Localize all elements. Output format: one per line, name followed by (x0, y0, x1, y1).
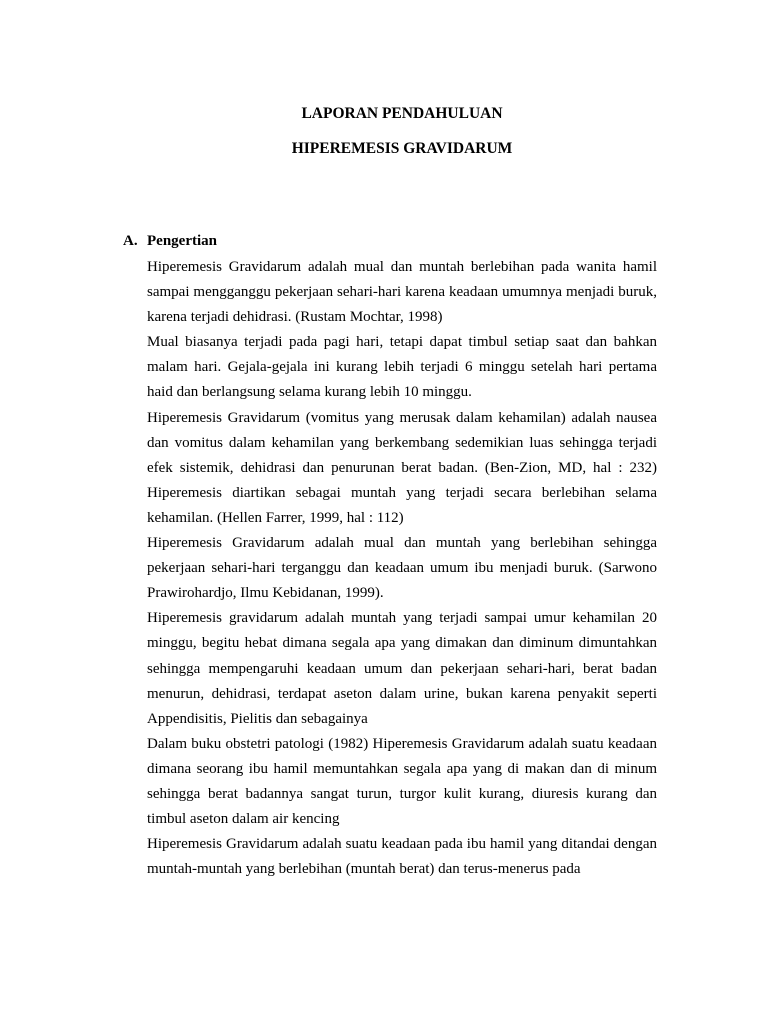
section-heading-label: Pengertian (147, 233, 217, 249)
paragraph: Mual biasanya terjadi pada pagi hari, tetapi dapat timbul setiap saat dan bahkan malam hari. Gejala-gejala ini kurang lebih terjadi 6 minggu setelah hari pertama haid dan berlangsung selama kurang lebih 10 minggu. (147, 334, 657, 401)
paragraph: Dalam buku obstetri patologi (1982) Hiperemesis Gravidarum adalah suatu keadaan dimana seorang ibu hamil memuntahkan segala apa yang di makan dan di minum sehingga berat badannya sangat turun, turgor kulit kurang, diuresis kurang dan timbul aseton dalam air kencing (147, 735, 657, 828)
section-heading (123, 231, 217, 251)
document-title: LAPORAN PENDAHULUAN (301, 105, 503, 122)
document-subtitle: HIPEREMESIS GRAVIDARUM (291, 140, 513, 157)
paragraph: Hiperemesis gravidarum adalah muntah yang terjadi sampai umur kehamilan 20 minggu, begitu hebat dimana segala apa yang dimakan dan diminum dimuntahkan sehingga mempengaruhi keadaan umum dan pekerjaan sehari-hari, berat badan menurun, dehidrasi, terdapat aseton dalam urine, bukan karena penyakit seperti Appendisitis, Pielitis dan sebagainya (147, 610, 657, 727)
paragraph: Hiperemesis Gravidarum (vomitus yang merusak dalam kehamilan) adalah nausea dan vomitus dalam kehamilan yang berkembang sedemikian luas sehingga terjadi efek sistemik, dehidrasi dan penurunan berat badan. (Ben-Zion, MD, hal : 232) Hiperemesis diartikan sebagai muntah yang terjadi secara berlebihan selama kehamilan. (Hellen Farrer, 1999, hal : 112) (147, 409, 657, 526)
section-marker: A. (123, 233, 138, 249)
paragraph: Hiperemesis Gravidarum adalah mual dan muntah berlebihan pada wanita hamil sampai mengganggu pekerjaan sehari-hari karena keadaan umumnya menjadi buruk, karena terjadi dehidrasi. (Rustam Mochtar, 1998) (147, 259, 657, 326)
paragraph: Hiperemesis Gravidarum adalah mual dan muntah yang berlebihan sehingga pekerjaan sehari-hari terganggu dan keadaan umum ibu menjadi buruk. (Sarwono Prawirohardjo, Ilmu Kebidanan, 1999). (147, 535, 657, 602)
section-body (147, 255, 657, 882)
paragraph: Hiperemesis Gravidarum adalah suatu keadaan pada ibu hamil yang ditandai dengan muntah-muntah yang berlebihan (muntah berat) dan terus-menerus pada (147, 836, 657, 878)
